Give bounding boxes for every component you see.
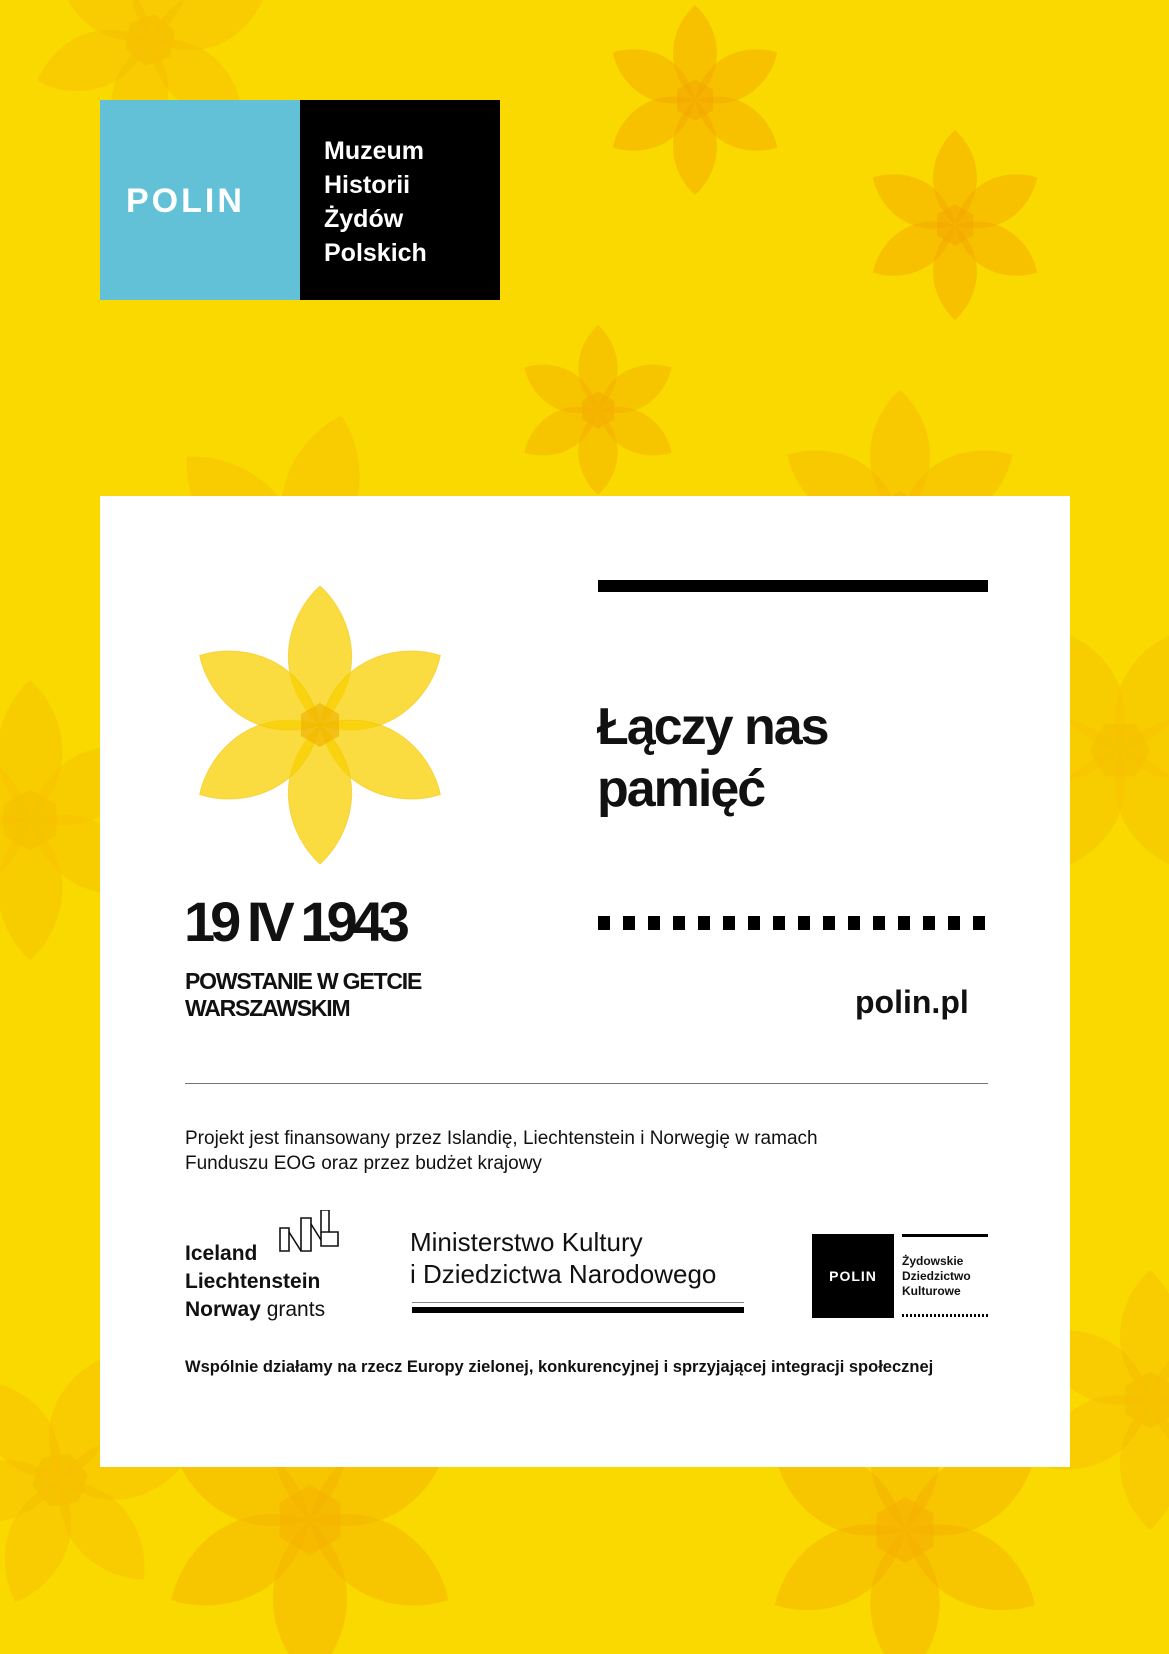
eea-norway-word: Norway <box>185 1298 261 1321</box>
event-subtitle <box>185 968 421 1022</box>
website-link[interactable]: polin.pl <box>855 984 969 1020</box>
event-subtitle-line-1: POWSTANIE W GETCIE <box>185 968 422 994</box>
daffodil-icon <box>198 586 442 864</box>
headline-top-bar <box>598 580 988 592</box>
jewish-heritage-logo[interactable] <box>812 1234 988 1318</box>
museum-name-panel <box>300 100 500 300</box>
ministry-thick-rule <box>412 1307 744 1313</box>
heritage-polin-mark: POLIN <box>812 1234 894 1318</box>
funding-line-2: Funduszu EOG oraz przez budżet krajowy <box>185 1153 542 1174</box>
eea-line-iceland: Iceland <box>185 1242 258 1265</box>
museum-name <box>324 134 500 270</box>
headline-line-1: Łączy nas <box>597 698 828 756</box>
polin-wordmark: POLIN <box>126 182 245 220</box>
museum-logo[interactable] <box>100 100 500 300</box>
eea-grants-text <box>185 1240 325 1324</box>
heritage-top-rule <box>902 1234 988 1237</box>
funding-statement <box>185 1126 818 1176</box>
heritage-line-2: Dziedzictwo <box>902 1269 971 1283</box>
headline-line-2: pamięć <box>597 760 765 818</box>
headline <box>597 696 828 820</box>
heritage-text <box>902 1254 971 1299</box>
museum-name-line-3: Żydów <box>324 205 404 233</box>
eea-grants-logo[interactable] <box>185 1210 360 1324</box>
heritage-line-3: Kulturowe <box>902 1284 961 1298</box>
ministry-logo[interactable] <box>410 1226 750 1313</box>
event-subtitle-line-2: WARSZAWSKIM <box>185 995 350 1021</box>
ministry-thin-rule <box>412 1302 744 1303</box>
eea-line-norway <box>185 1296 325 1324</box>
eea-line-liechtenstein: Liechtenstein <box>185 1270 321 1293</box>
dotted-separator <box>598 916 988 930</box>
ministry-name-line-1: Ministerstwo Kultury <box>410 1227 643 1257</box>
ministry-name-line-2: i Dziedzictwa Narodowego <box>410 1259 717 1289</box>
event-date: 19 IV 1943 <box>184 890 405 953</box>
eu-tagline: Wspólnie działamy na rzecz Europy zielonej, konkurencyjnej i sprzyjającej integracji społecznej <box>185 1358 934 1376</box>
museum-name-line-2: Historii <box>324 171 411 199</box>
funding-line-1: Projekt jest finansowany przez Islandię, Liechtenstein i Norwegię w ramach <box>185 1128 818 1149</box>
heritage-line-1: Żydowskie <box>902 1254 964 1268</box>
eea-grants-word: grants <box>266 1298 326 1321</box>
polin-logo-mark-panel <box>100 100 300 300</box>
content-card <box>100 496 1070 1467</box>
museum-name-line-1: Muzeum <box>324 137 424 165</box>
heritage-dotted-rule <box>902 1314 988 1317</box>
section-divider <box>185 1083 988 1084</box>
museum-name-line-4: Polskich <box>324 239 427 267</box>
